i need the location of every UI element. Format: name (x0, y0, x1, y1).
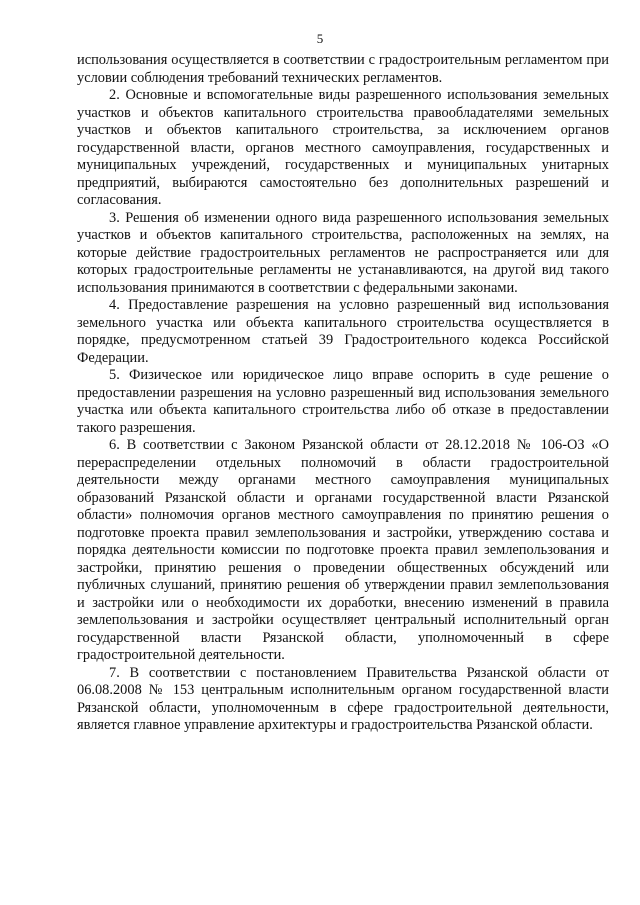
paragraph-continuation: использования осуществляется в соответствии с градостроительным регламентом при условии соблюдения требований технических регламентов. (77, 52, 609, 86)
paragraph-5: 5. Физическое или юридическое лицо вправе оспорить в суде решение о предоставлении разрешения на условно разрешенный вид использования земельного участка или объекта капитального строительства либо об отказе в предоставлении такого разрешения. (77, 367, 609, 436)
paragraph-4: 4. Предоставление разрешения на условно разрешенный вид использования земельного участка или объекта капитального строительства осуществляется в порядке, предусмотренном статьей 39 Градостроительного кодекса Российской Федерации. (77, 297, 609, 366)
paragraph-6: 6. В соответствии с Законом Рязанской области от 28.12.2018 № 106-ОЗ «О перераспределении отдельных полномочий в области градостроительной деятельности между органами местного самоуправления муниципальных образований Рязанской области и органами государственной власти Рязанской области» полномочия органов местного самоуправления по принятию решения о подготовке проекта правил землепользования и застройки, утверждению состава и порядка деятельности комиссии по подготовке проекта правил землепользования и застройки, принятию решения о проведении общественных обсуждений или публичных слушаний, принятию решения об утверждении правил землепользования и застройки или о необходимости их доработки, внесению изменений в правила землепользования и застройки осуществляет центральный исполнительный орган государственной власти Рязанской области, уполномоченный в сфере градостроительной деятельности. (77, 437, 609, 663)
paragraph-7: 7. В соответствии с постановлением Правительства Рязанской области от 06.08.2008 № 153 центральным исполнительным органом государственной власти Рязанской области, уполномоченным в сфере градостроительной деятельности, является главное управление архитектуры и градостроительства Рязанской области. (77, 664, 609, 733)
paragraph-3: 3. Решения об изменении одного вида разрешенного использования земельных участков и объектов капитального строительства, расположенных на землях, на которые действие градостроительных регламентов не распространяется или для которых градостроительные регламенты не устанавливаются, на другой вид такого использования принимаются в соответствии с федеральными законами. (77, 209, 609, 296)
page-number: 5 (316, 31, 324, 46)
document-body (77, 52, 609, 735)
paragraph-2: 2. Основные и вспомогательные виды разрешенного использования земельных участков и объектов капитального строительства правообладателями земельных участков и объектов капитального строительства, за исключением органов государственной власти, органов местного самоуправления, государственных и муниципальных учреждений, государственных и муниципальных унитарных предприятий, выбираются самостоятельно без дополнительных разрешений и согласования. (77, 87, 609, 208)
